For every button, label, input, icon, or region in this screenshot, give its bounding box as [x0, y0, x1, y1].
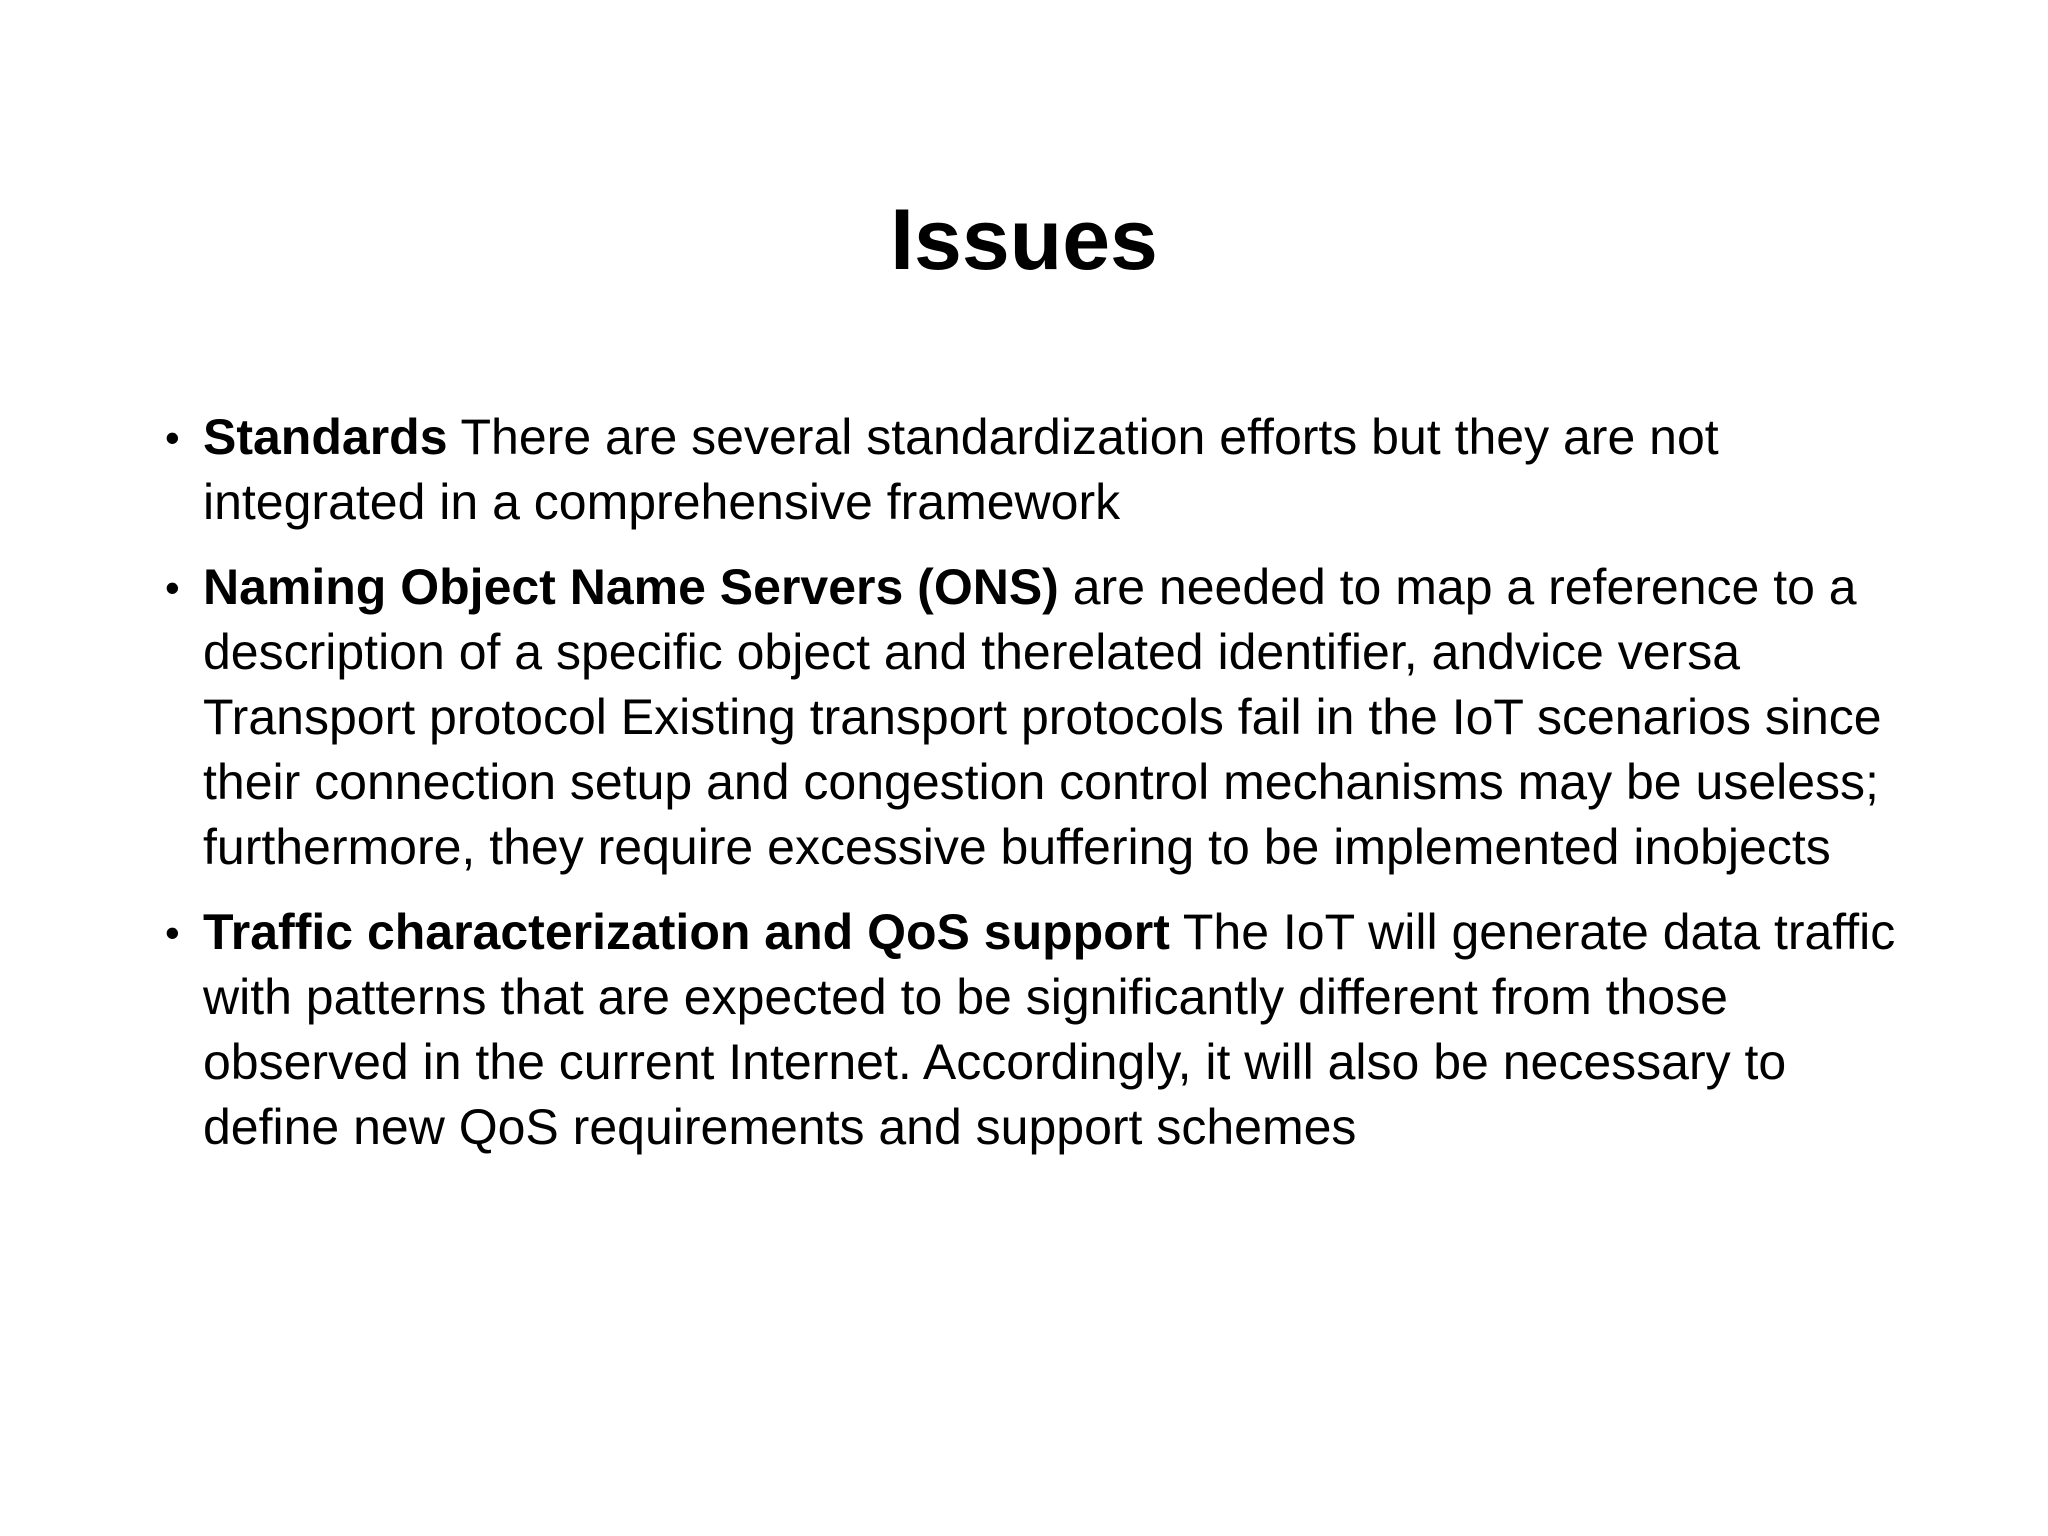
bullet-term: Traffic characterization and QoS support	[203, 904, 1170, 960]
bullet-text: There are several standardization efforts but they are not integrated in a comprehensive framework	[203, 409, 1719, 530]
bullet-list	[165, 405, 1925, 1180]
bullet-item-standards	[165, 405, 1925, 535]
bullet-term: Standards	[203, 409, 448, 465]
bullet-term: Naming Object Name Servers (ONS)	[203, 559, 1059, 615]
slide-title: Issues	[890, 192, 1158, 288]
bullet-dot-icon: •	[165, 414, 180, 461]
bullet-dot-icon: •	[165, 564, 180, 611]
bullet-item-naming	[165, 555, 1925, 880]
bullet-text: are needed to map a reference to a description of a specific object and therelated identifier, andvice versa Transport protocol Existing transport protocols fail in the IoT scenarios since their connection setup and congestion control mechanisms may be useless; furthermore, they require excessive buffering to be implemented inobjects	[203, 559, 1882, 875]
bullet-dot-icon: •	[165, 909, 180, 956]
bullet-text: The IoT will generate data traffic with patterns that are expected to be significantly different from those observed in the current Internet. Accordingly, it will also be necessary to define new QoS requirements and support schemes	[203, 904, 1896, 1155]
bullet-item-traffic	[165, 900, 1925, 1160]
